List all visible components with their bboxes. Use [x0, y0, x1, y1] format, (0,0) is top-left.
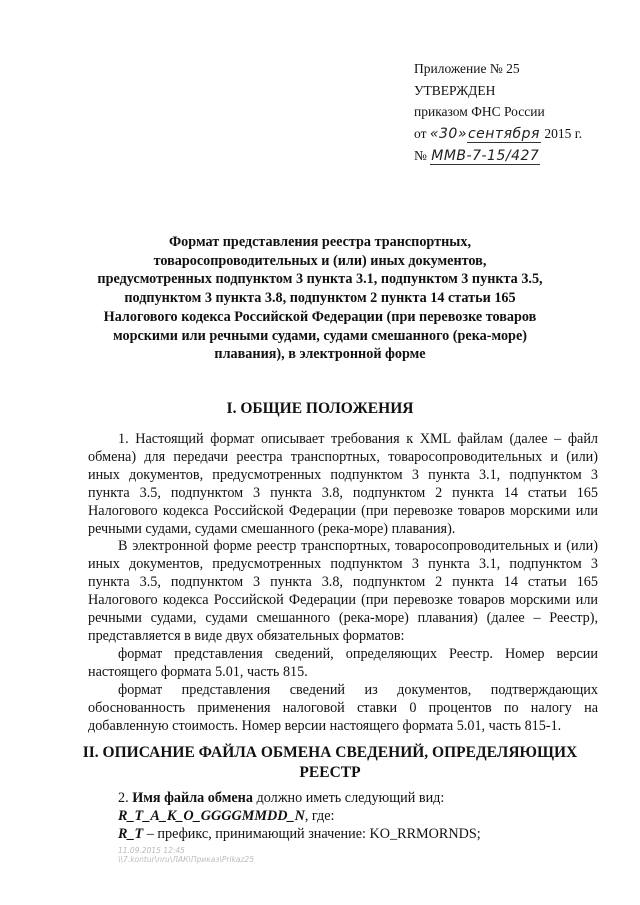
filename-pattern-line [118, 808, 598, 826]
prefix-code: R_T [118, 825, 144, 842]
section2-heading: II. ОПИСАНИЕ ФАЙЛА ОБМЕНА СВЕДЕНИЙ, ОПРЕДЕЛЯЮЩИХ РЕЕСТР [82, 744, 578, 781]
filename-pattern: R_T_A_K_O_GGGGMMDD_N [118, 807, 305, 824]
date-day-handwritten: «30» [429, 125, 467, 142]
paragraph: 1. Настоящий формат описывает требования к XML файлам (далее – файл обмена) для передачи реестра транспортных, товаросопроводительных и (или) иных документов, предусмотренных подпунктом 3 пункта 3.1, подпунктом 3 пункта 3.5, подпунктом 3 пункта 3.8, подпунктом 2 пункта 14 статьи 165 Налогового кодекса Российской Федерации (при перевозке товаров морскими или речными судами, судами смешанного (река-море) плавания). [88, 431, 598, 537]
item-number: 2. [118, 790, 129, 806]
number-handwritten: ММВ-7-15/427 [431, 148, 540, 164]
filename-suffix: , где: [304, 807, 335, 824]
footer-path: \\7.kontur\nru\ЛАК\Приказ\Prikaz25 [118, 855, 254, 864]
section1-body [88, 431, 598, 735]
order-number [414, 145, 614, 168]
prefix-line [118, 826, 598, 844]
section1-heading: I. ОБЩИЕ ПОЛОЖЕНИЯ [226, 400, 414, 417]
order-date [414, 123, 614, 146]
item-bold-text: Имя файла обмена [132, 790, 253, 806]
prefix-description: – префикс, принимающий значение: KO_RRMORNDS; [143, 825, 481, 842]
date-month-handwritten: сентября [467, 125, 540, 142]
item-rest-text: должно иметь следующий вид: [252, 790, 445, 806]
paragraph: формат представления сведений, определяющих Реестр. Номер версии настоящего формата 5.01, часть 815. [88, 645, 598, 680]
footer-timestamp: 11.09.2015 12:45 [118, 846, 185, 855]
appendix-label: Приложение № 25 [414, 61, 520, 76]
approval-block [414, 58, 614, 168]
paragraph: В электронной форме реестр транспортных, товаросопроводительных и (или) иных документов, предусмотренных подпунктом 3 пункта 3.1, подпунктом 3 пункта 3.5, подпунктом 3 пункта 3.8, подпунктом 2 пункта 14 статьи 165 Налогового кодекса Российской Федерации (при перевозке товаров морскими или речными судами, судами смешанного (река-море) плавания) (далее – Реестр), представляется в виде двух обязательных форматов: [88, 538, 598, 644]
date-prefix: от [414, 125, 427, 141]
order-label: приказом ФНС России [414, 104, 545, 119]
number-prefix: № [414, 148, 427, 163]
item-2 [118, 790, 598, 808]
date-year: 2015 г. [544, 125, 583, 141]
section2-body [118, 790, 598, 844]
file-footer [118, 846, 254, 864]
document-title: Формат представления реестра транспортных, товаросопроводительных и (или) иных документов, предусмотренных подпунктом 3 пункта 3.1, подпунктом 3 пункта 3.5, подпунктом 3 пункта 3.8, подпунктом 2 пункта 14 статьи 165 Налогового кодекса Российской Федерации (при перевозке товаров морскими или речными судами, судами смешанного (река-море) плавания), в электронной форме [97, 234, 543, 363]
approved-label: УТВЕРЖДЕН [414, 82, 496, 98]
paragraph: формат представления сведений из документов, подтверждающих обоснованность применения налоговой ставки 0 процентов по налогу на добавленную стоимость. Номер версии настоящего формата 5.01, часть 815-1. [88, 681, 598, 734]
